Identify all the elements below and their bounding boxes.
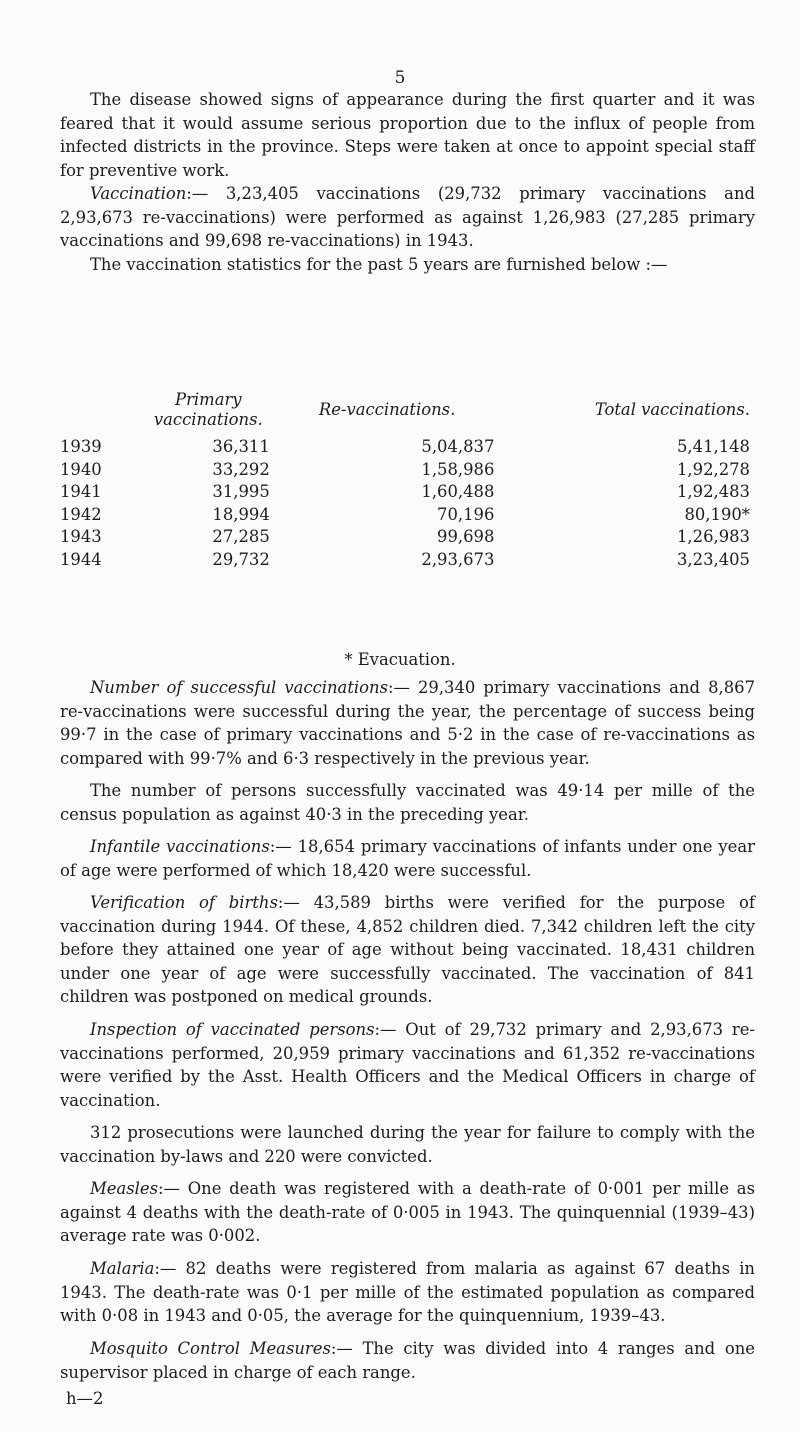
total-cell: 3,23,405 <box>677 549 750 569</box>
table-row <box>60 459 750 482</box>
measles-heading: Measles <box>90 1179 159 1198</box>
table-row <box>60 504 750 527</box>
table-row <box>60 481 750 504</box>
revaccination-cell: 1,58,986 <box>421 459 495 479</box>
total-cell: 80,190* <box>684 504 750 524</box>
total-header: Total vaccinations. <box>594 400 750 419</box>
mosquito-paragraph <box>60 1337 755 1384</box>
malaria-paragraph <box>60 1257 755 1328</box>
table-row <box>60 526 750 549</box>
primary-cell: 27,285 <box>212 527 270 546</box>
vaccination-text: :— 3,23,405 vaccinations (29,732 primary vaccinations and 2,93,673 re-vaccinations) were performed as against 1,26,983 (27,285 primary vaccinations and 99,698 re-vaccinations) in 1943. <box>60 184 755 250</box>
malaria-heading: Malaria <box>90 1259 155 1278</box>
revaccination-cell: 70,196 <box>437 504 495 524</box>
primary-cell: 33,292 <box>212 459 270 479</box>
revaccination-header: Re-vaccinations. <box>318 400 456 419</box>
per-mille-text: The number of persons successfully vaccinated was 49·14 per mille of the census population as against 40·3 in the preceding year. <box>60 781 755 824</box>
table-footnote: * Evacuation. <box>344 650 456 669</box>
total-cell: 5,41,148 <box>677 437 750 456</box>
primary-cell: 31,995 <box>212 482 270 501</box>
inspection-paragraph <box>60 1018 755 1112</box>
year-cell: 1941 <box>60 482 102 501</box>
revaccination-cell: 5,04,837 <box>421 437 495 456</box>
measles-paragraph <box>60 1177 755 1248</box>
primary-header: Primary vaccinations. <box>153 390 263 429</box>
total-cell: 1,26,983 <box>677 527 750 546</box>
verification-paragraph <box>60 891 755 1009</box>
page-number: 5 <box>394 68 406 88</box>
revaccination-cell: 2,93,673 <box>421 549 495 569</box>
inspection-heading: Inspection of vaccinated persons <box>90 1020 375 1039</box>
primary-cell: 29,732 <box>212 549 270 569</box>
year-header <box>60 390 147 436</box>
revaccination-cell: 99,698 <box>437 527 495 546</box>
table-header-row <box>60 390 750 436</box>
year-cell: 1943 <box>60 527 102 546</box>
table-row <box>60 436 750 459</box>
revaccination-cell: 1,60,488 <box>421 482 495 501</box>
verification-heading: Verification of births <box>90 893 278 912</box>
disease-paragraph <box>60 88 755 182</box>
primary-cell: 36,311 <box>212 437 270 456</box>
year-cell: 1940 <box>60 459 102 479</box>
total-cell: 1,92,278 <box>677 459 750 479</box>
stats-intro-paragraph <box>60 253 755 277</box>
vaccination-stats-table <box>60 390 750 571</box>
year-cell: 1944 <box>60 549 102 569</box>
vaccination-paragraph <box>60 182 755 253</box>
prosecutions-text: 312 prosecutions were launched during the year for failure to comply with the vaccination by-laws and 220 were convicted. <box>60 1123 755 1166</box>
infantile-heading: Infantile vaccinations <box>90 837 270 856</box>
vaccination-heading: Vaccination <box>90 184 187 203</box>
successful-paragraph <box>60 676 755 770</box>
successful-text: :— 29,340 primary vaccinations and 8,867 re-vaccinations were successful during the year, the percentage of success being 99·7 in the case of primary vaccinations and 5·2 in the case of re-vaccinations as compared with 99·7% and 6·3 respectively in the previous year. <box>60 678 755 768</box>
verification-text: :— 43,589 births were verified for the purpose of vaccination during 1944. Of these, 4,852 children died. 7,342 children left the city before they attained one year of age without being vaccinated. 18,431 children under one year of age were successfully vaccinated. The vaccination of 841 children was postponed on medical grounds. <box>60 893 755 1006</box>
per-mille-paragraph <box>60 779 755 826</box>
measles-text: :— One death was registered with a death-rate of 0·001 per mille as against 4 deaths with the death-rate of 0·005 in 1943. The quinquennial (1939–43) average rate was 0·002. <box>60 1179 755 1245</box>
inspection-text: :— Out of 29,732 primary and 2,93,673 re-vaccinations performed, 20,959 primary vaccinations and 61,352 re-vaccinations were verified by the Asst. Health Officers and the Medical Officers in charge of vaccination. <box>60 1020 755 1110</box>
prosecutions-paragraph <box>60 1121 755 1168</box>
table-row <box>60 549 750 572</box>
total-cell: 1,92,483 <box>677 482 750 501</box>
disease-text: The disease showed signs of appearance during the first quarter and it was feared that it would assume serious proportion due to the influx of people from infected districts in the province. Steps were taken at once to appoint special staff for preventive work. <box>60 90 755 180</box>
mosquito-text: :— The city was divided into 4 ranges and one supervisor placed in charge of each range. <box>60 1339 755 1382</box>
mosquito-heading: Mosquito Control Measures <box>90 1339 331 1358</box>
infantile-text: :— 18,654 primary vaccinations of infants under one year of age were performed of which 18,420 were successful. <box>60 837 755 880</box>
year-cell: 1942 <box>60 504 102 524</box>
primary-cell: 18,994 <box>212 504 270 524</box>
page-signature: h—2 <box>66 1389 104 1408</box>
successful-heading: Number of successful vaccinations <box>90 678 388 697</box>
year-cell: 1939 <box>60 437 102 456</box>
malaria-text: :— 82 deaths were registered from malaria as against 67 deaths in 1943. The death-rate was 0·1 per mille of the estimated population as compared with 0·08 in 1943 and 0·05, the average for the quinquennium, 1939–43. <box>60 1259 755 1325</box>
infantile-paragraph <box>60 835 755 882</box>
stats-intro-text: The vaccination statistics for the past 5 years are furnished below :— <box>90 255 668 274</box>
